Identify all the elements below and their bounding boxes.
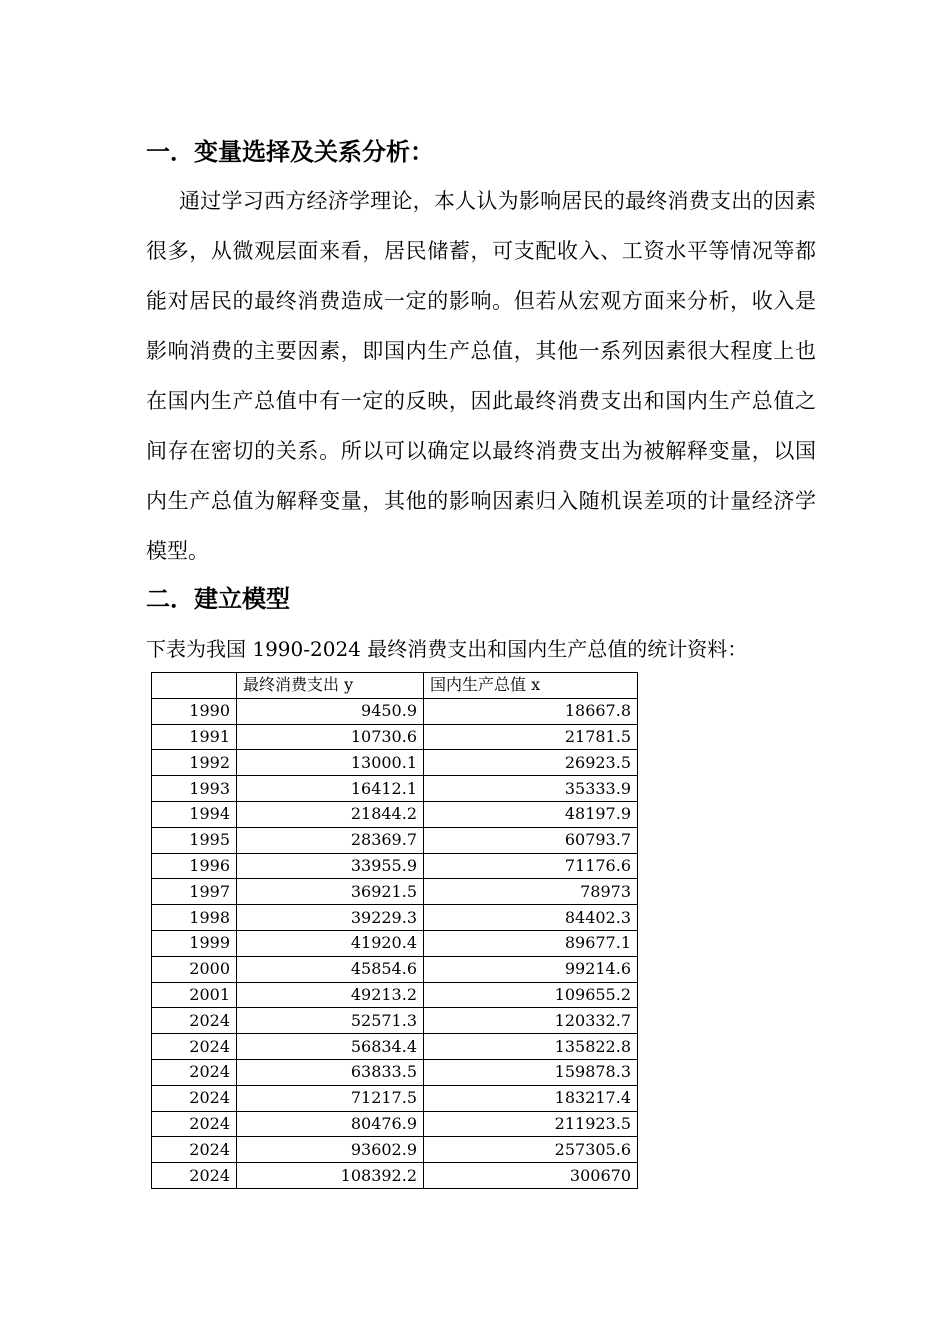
year-cell: 2024 [152, 1111, 237, 1137]
table-intro-text: 下表为我国 1990-2024 最终消费支出和国内生产总值的统计资料： [146, 637, 748, 661]
header-gdp: 国内生产总值 x [424, 673, 638, 699]
year-cell: 1995 [152, 827, 237, 853]
table-row [152, 776, 638, 802]
section-heading-build-model: 二．建立模型 [146, 585, 290, 613]
consumption-cell: 39229.3 [237, 905, 424, 931]
consumption-cell: 36921.5 [237, 879, 424, 905]
table-row [152, 827, 638, 853]
table-row [152, 750, 638, 776]
consumption-cell: 13000.1 [237, 750, 424, 776]
year-cell: 1993 [152, 776, 237, 802]
consumption-cell: 63833.5 [237, 1059, 424, 1085]
gdp-cell: 300670 [424, 1163, 638, 1189]
consumption-cell: 16412.1 [237, 776, 424, 802]
gdp-cell: 135822.8 [424, 1034, 638, 1060]
table-row [152, 956, 638, 982]
year-cell: 1997 [152, 879, 237, 905]
table-row [152, 698, 638, 724]
year-cell: 1996 [152, 853, 237, 879]
consumption-cell: 80476.9 [237, 1111, 424, 1137]
consumption-cell: 10730.6 [237, 724, 424, 750]
consumption-cell: 56834.4 [237, 1034, 424, 1060]
year-cell: 2001 [152, 982, 237, 1008]
consumption-cell: 28369.7 [237, 827, 424, 853]
table-row [152, 1137, 638, 1163]
gdp-cell: 60793.7 [424, 827, 638, 853]
year-cell: 2024 [152, 1059, 237, 1085]
year-cell: 2024 [152, 1163, 237, 1189]
year-cell: 1994 [152, 801, 237, 827]
section-heading-variable-selection: 一．变量选择及关系分析： [146, 138, 434, 166]
table-row [152, 905, 638, 931]
year-cell: 2024 [152, 1085, 237, 1111]
gdp-cell: 99214.6 [424, 956, 638, 982]
table-row [152, 1111, 638, 1137]
gdp-cell: 159878.3 [424, 1059, 638, 1085]
consumption-cell: 21844.2 [237, 801, 424, 827]
year-cell: 1990 [152, 698, 237, 724]
gdp-cell: 183217.4 [424, 1085, 638, 1111]
gdp-cell: 120332.7 [424, 1008, 638, 1034]
table-row [152, 853, 638, 879]
gdp-cell: 48197.9 [424, 801, 638, 827]
table-row [152, 982, 638, 1008]
table-row [152, 879, 638, 905]
gdp-cell: 18667.8 [424, 698, 638, 724]
gdp-cell: 21781.5 [424, 724, 638, 750]
year-cell: 2024 [152, 1137, 237, 1163]
gdp-cell: 257305.6 [424, 1137, 638, 1163]
table-row [152, 1008, 638, 1034]
year-cell: 1998 [152, 905, 237, 931]
statistics-table [151, 672, 638, 1189]
year-cell: 2024 [152, 1034, 237, 1060]
consumption-cell: 45854.6 [237, 956, 424, 982]
table-row [152, 1085, 638, 1111]
consumption-cell: 49213.2 [237, 982, 424, 1008]
table-row [152, 801, 638, 827]
year-cell: 1991 [152, 724, 237, 750]
table-row [152, 930, 638, 956]
table-header-row [152, 673, 638, 699]
gdp-cell: 84402.3 [424, 905, 638, 931]
consumption-cell: 108392.2 [237, 1163, 424, 1189]
consumption-cell: 33955.9 [237, 853, 424, 879]
analysis-paragraph: 通过学习西方经济学理论，本人认为影响居民的最终消费支出的因素很多，从微观层面来看，居民储蓄，可支配收入、工资水平等情况等都能对居民的最终消费造成一定的影响。但若从宏观方面来分析，收入是影响消费的主要因素，即国内生产总值，其他一系列因素很大程度上也在国内生产总值中有一定的反映，因此最终消费支出和国内生产总值之间存在密切的关系。所以可以确定以最终消费支出为被解释变量，以国内生产总值为解释变量，其他的影响因素归入随机误差项的计量经济学模型。 [146, 189, 816, 563]
gdp-cell: 78973 [424, 879, 638, 905]
table-body [152, 698, 638, 1188]
gdp-cell: 109655.2 [424, 982, 638, 1008]
table-row [152, 1059, 638, 1085]
gdp-cell: 89677.1 [424, 930, 638, 956]
consumption-cell: 71217.5 [237, 1085, 424, 1111]
year-cell: 1999 [152, 930, 237, 956]
table-row [152, 1163, 638, 1189]
year-cell: 2024 [152, 1008, 237, 1034]
gdp-cell: 26923.5 [424, 750, 638, 776]
gdp-cell: 35333.9 [424, 776, 638, 802]
table-row [152, 1034, 638, 1060]
consumption-cell: 52571.3 [237, 1008, 424, 1034]
gdp-cell: 71176.6 [424, 853, 638, 879]
year-cell: 2000 [152, 956, 237, 982]
table-row [152, 724, 638, 750]
header-consumption: 最终消费支出 y [237, 673, 424, 699]
consumption-cell: 93602.9 [237, 1137, 424, 1163]
consumption-cell: 9450.9 [237, 698, 424, 724]
consumption-cell: 41920.4 [237, 930, 424, 956]
header-year [152, 673, 237, 699]
gdp-cell: 211923.5 [424, 1111, 638, 1137]
year-cell: 1992 [152, 750, 237, 776]
